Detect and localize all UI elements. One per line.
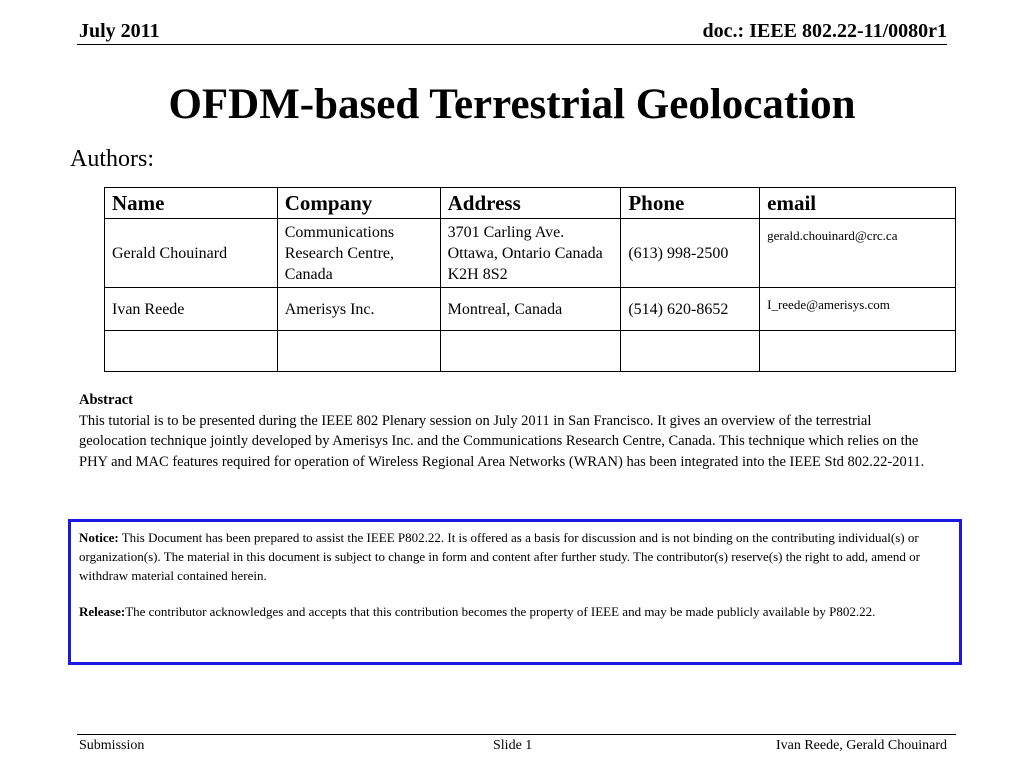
cell-phone: (514) 620-8652 [621, 288, 760, 331]
header-date: July 2011 [79, 20, 160, 42]
footer-slide-number: Slide 1 [493, 738, 533, 753]
table-row [105, 288, 956, 331]
authors-label: Authors: [70, 146, 154, 172]
release-paragraph [79, 602, 951, 621]
footer-submission: Submission [79, 738, 145, 753]
notice-box [68, 519, 962, 665]
cell-email [760, 331, 956, 372]
header-rule [77, 44, 947, 45]
cell-address: 3701 Carling Ave. Ottawa, Ontario Canada K2H 8S2 [440, 219, 621, 288]
abstract-text: This tutorial is to be presented during the IEEE 802 Plenary session on July 2011 in San Francisco. It gives an overview of the terrestrial geolocation technique jointly developed by Amerisys Inc. and the Communications Research Centre, Canada. This technique which relies on the PHY and MAC features required for operation of Wireless Regional Area Networks (WRAN) has been integrated into the IEEE Std 802.22-2011. [79, 412, 925, 470]
slide-title: OFDM-based Terrestrial Geolocation [168, 81, 856, 128]
abstract-section [79, 390, 939, 472]
column-header-email: email [760, 188, 956, 219]
footer-rule [77, 734, 956, 735]
table-row [105, 331, 956, 372]
cell-name: Gerald Chouinard [105, 219, 278, 288]
cell-name [105, 331, 278, 372]
cell-phone: (613) 998-2500 [621, 219, 760, 288]
cell-name: Ivan Reede [105, 288, 278, 331]
cell-company [277, 331, 440, 372]
notice-text: This Document has been prepared to assist the IEEE P802.22. It is offered as a basis for discussion and is not binding on the contributing individual(s) or organization(s). The material in this document is subject to change in form and content after further study. The contributor(s) reserve(s) the right to add, amend or withdraw material contained herein. [79, 530, 921, 583]
cell-phone [621, 331, 760, 372]
column-header-company: Company [277, 188, 440, 219]
table-header-row [105, 188, 956, 219]
cell-company: Communications Research Centre, Canada [277, 219, 440, 288]
notice-label: Notice: [79, 530, 119, 545]
abstract-heading: Abstract [79, 392, 133, 408]
cell-email: I_reede@amerisys.com [760, 288, 956, 331]
cell-address: Montreal, Canada [440, 288, 621, 331]
cell-address [440, 331, 621, 372]
notice-paragraph [79, 528, 951, 585]
column-header-name: Name [105, 188, 278, 219]
release-text: The contributor acknowledges and accepts that this contribution becomes the property of IEEE and may be made publicly available by P802.22. [125, 604, 876, 619]
cell-email: gerald.chouinard@crc.ca [760, 219, 956, 288]
header-doc-id: doc.: IEEE 802.22-11/0080r1 [702, 20, 947, 42]
release-label: Release: [79, 604, 126, 619]
authors-table [104, 187, 956, 372]
cell-company: Amerisys Inc. [277, 288, 440, 331]
footer-authors: Ivan Reede, Gerald Chouinard [775, 738, 947, 753]
column-header-address: Address [440, 188, 621, 219]
column-header-phone: Phone [621, 188, 760, 219]
table-row [105, 219, 956, 288]
